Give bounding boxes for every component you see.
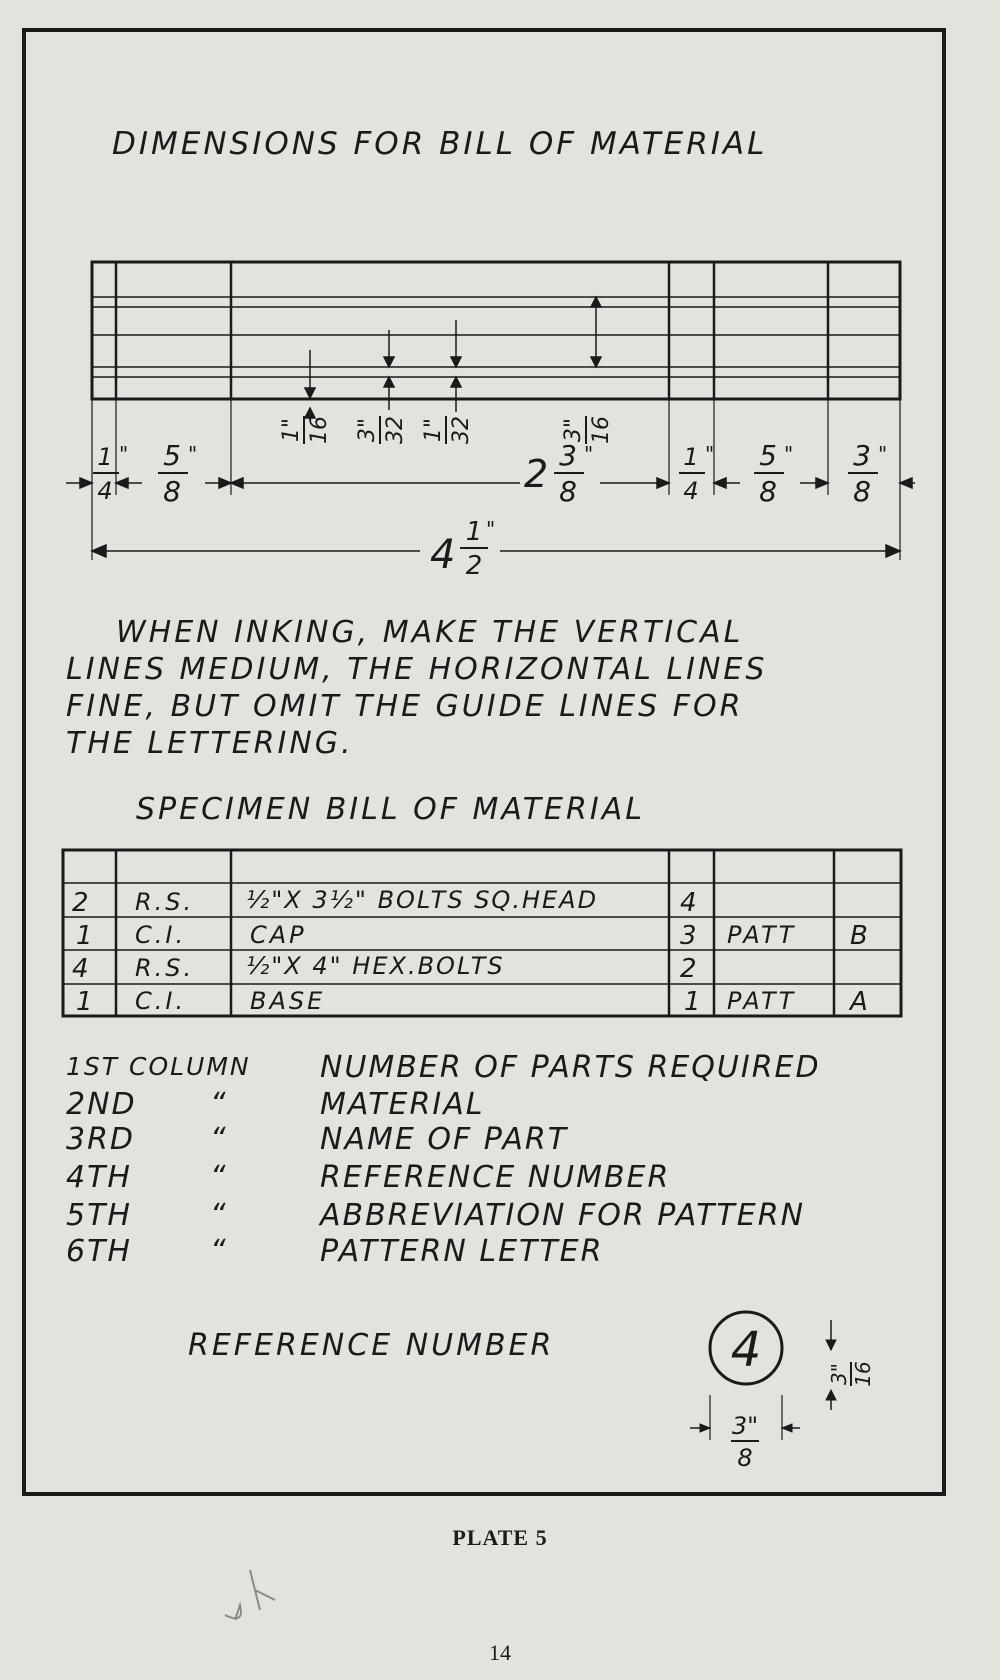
legend-ditto: “: [210, 1198, 228, 1233]
dim-den: 4: [683, 477, 699, 505]
col-dim-5-8: [158, 439, 197, 508]
legend-ditto: “: [210, 1234, 228, 1269]
dim-unit: ": [584, 442, 594, 466]
plate-heading: DIMENSIONS FOR BILL OF MATERIAL: [112, 126, 768, 162]
note-line: THE LETTERING.: [66, 726, 354, 761]
cell-pattern-letter: B: [850, 921, 871, 951]
cell-part-name: ½"X 4" HEX.BOLTS: [246, 952, 505, 980]
extension-lines: [92, 399, 900, 560]
dim-unit: ": [705, 442, 715, 466]
cell-ref: 3: [680, 921, 700, 951]
legend-text: NUMBER OF PARTS REQUIRED: [320, 1050, 821, 1085]
dim-num: 1: [97, 443, 113, 471]
legend-ditto: “: [210, 1087, 228, 1122]
reference-symbol: [690, 1312, 836, 1440]
cell-pattern-letter: A: [850, 987, 871, 1017]
dim-whole: 2: [524, 452, 549, 496]
cell-material: R.S.: [135, 888, 195, 916]
dim-num: 1: [465, 517, 483, 547]
legend-text: ABBREVIATION FOR PATTERN: [320, 1198, 806, 1233]
cell-part-name: ½"X 3½" BOLTS SQ.HEAD: [246, 886, 599, 914]
dim-num: 5: [163, 439, 181, 472]
row-dim-den: 16: [307, 416, 332, 444]
cell-qty: 4: [72, 954, 92, 984]
legend-text: NAME OF PART: [320, 1122, 569, 1157]
cell-material: R.S.: [135, 954, 195, 982]
dim-num: 3: [559, 439, 577, 472]
col-dim-3-8: [848, 439, 887, 508]
legend-col: 6TH: [66, 1234, 132, 1269]
ref-height-den: 16: [851, 1361, 875, 1387]
dim-den: 8: [163, 475, 181, 508]
cell-pattern: PATT: [727, 987, 797, 1015]
cell-part-name: CAP: [250, 921, 307, 949]
dim-den: 2: [465, 551, 483, 581]
dim-unit: ": [784, 442, 794, 466]
cell-qty: 1: [76, 921, 96, 951]
ref-width-den: 8: [737, 1444, 753, 1472]
legend-text: REFERENCE NUMBER: [320, 1160, 671, 1195]
cell-ref: 4: [680, 888, 700, 918]
ref-height-dim: [827, 1361, 875, 1386]
row-dim-den: 16: [589, 416, 614, 444]
col-dim-5-8-b: [754, 439, 793, 508]
row-dim-num: 3": [355, 417, 380, 443]
dim-den: 8: [853, 475, 871, 508]
note-line: LINES MEDIUM, THE HORIZONTAL LINES: [66, 652, 768, 687]
row-dim-den: 32: [449, 416, 474, 444]
specimen-title: SPECIMEN BILL OF MATERIAL: [136, 792, 645, 827]
dim-num: 3: [853, 439, 871, 472]
dim-unit: ": [878, 442, 888, 466]
row-dim-3-32: [355, 416, 408, 444]
row-dim-1-16: [279, 416, 332, 444]
ref-width-num: 3": [731, 1412, 759, 1440]
row-dim-den: 32: [383, 416, 408, 444]
dimension-table-grid: [92, 262, 900, 399]
cell-part-name: BASE: [250, 987, 326, 1015]
legend-ditto: “: [210, 1122, 228, 1157]
legend-col: 1ST COLUMN: [66, 1052, 251, 1081]
reference-number: 4: [730, 1322, 762, 1378]
cell-qty: 1: [76, 987, 96, 1017]
dim-unit: ": [119, 442, 129, 466]
column-dimension-labels: [93, 439, 887, 581]
legend-col: 2ND: [66, 1087, 137, 1122]
row-dim-num: 1": [279, 417, 304, 443]
legend-text: MATERIAL: [320, 1087, 485, 1122]
dim-den: 4: [97, 477, 113, 505]
dim-unit: ": [486, 517, 496, 541]
dim-num: 1: [683, 443, 699, 471]
pencil-mark: [215, 1560, 295, 1630]
overall-dim-4-1-2: [430, 517, 495, 581]
col-dim-2-3-8: [524, 439, 593, 508]
row-dimension-arrows: [305, 297, 601, 420]
reference-label: REFERENCE NUMBER: [188, 1328, 555, 1363]
legend-col: 3RD: [66, 1122, 136, 1157]
cell-ref: 1: [684, 987, 704, 1017]
row-dim-num: 3": [561, 417, 586, 443]
dim-den: 8: [559, 475, 577, 508]
legend-ditto: “: [210, 1160, 228, 1195]
dim-unit: ": [188, 442, 198, 466]
legend-col: 4TH: [66, 1160, 132, 1195]
ref-width-dim: [731, 1412, 759, 1472]
plate-caption: PLATE 5: [452, 1525, 548, 1550]
col-dim-1-4: [93, 442, 128, 505]
cell-material: C.I.: [135, 921, 187, 949]
note-line: FINE, BUT OMIT THE GUIDE LINES FOR: [66, 689, 744, 724]
dim-den: 8: [759, 475, 777, 508]
cell-ref: 2: [680, 954, 700, 984]
page-number: 14: [489, 1640, 511, 1665]
ref-height-num: 3": [827, 1363, 851, 1385]
cell-pattern: PATT: [727, 921, 797, 949]
row-dim-1-32: [421, 416, 474, 444]
dim-num: 5: [759, 439, 777, 472]
cell-material: C.I.: [135, 987, 187, 1015]
note-line: WHEN INKING, MAKE THE VERTICAL: [116, 615, 744, 650]
legend-col: 5TH: [66, 1198, 132, 1233]
cell-qty: 2: [72, 888, 92, 918]
legend-text: PATTERN LETTER: [320, 1234, 604, 1269]
row-dim-num: 1": [421, 417, 446, 443]
col-dim-1-4-b: [679, 442, 714, 505]
dim-whole: 4: [430, 532, 456, 578]
